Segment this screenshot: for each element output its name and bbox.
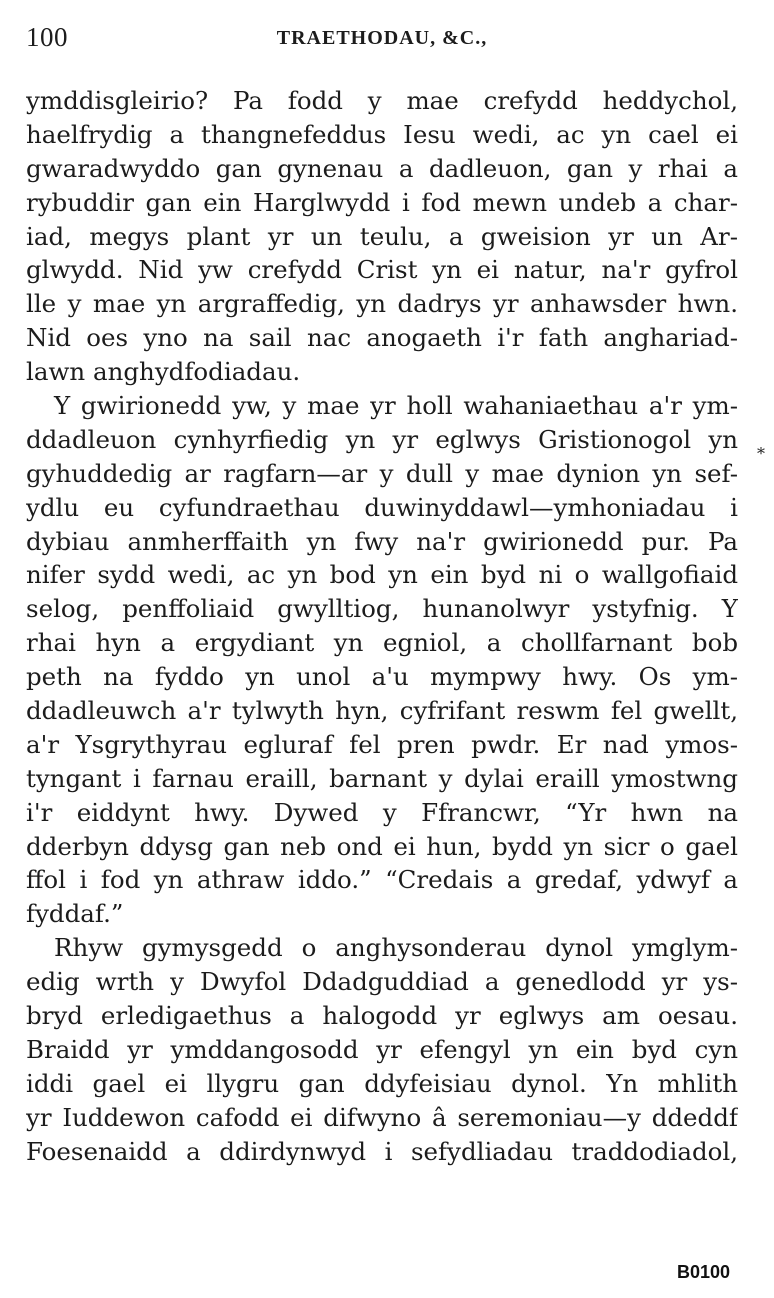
text-line: Nid oes yno na sail nac anogaeth i'r fath anghariad- [26,323,738,353]
text-line: lle y mae yn argraffedig, yn dadrys yr anhawsder hwn. [26,289,738,319]
text-line: rybuddir gan ein Harglwydd i fod mewn undeb a char- [26,187,738,217]
text-line: gyhuddedig ar ragfarn—ar y dull y mae dynion yn sef- [26,458,738,488]
text-line: ddadleuon cynhyrfiedig yn yr eglwys Gristionogol yn [26,424,738,454]
text-line: lawn anghydfodiadau. [26,357,301,387]
body-text [26,84,738,1169]
text-line: gwaradwyddo gan gynenau a dadleuon, gan y rhai a [26,153,738,183]
text-line: iddi gael ei llygru gan ddyfeisiau dynol. Yn mhlith [26,1068,738,1098]
text-line: edig wrth y Dwyfol Ddadguddiad a genedlodd yr ys- [26,967,738,997]
page-code: B0100 [676,1262,730,1282]
text-line: ydlu eu cyfundraethau duwinyddawl—ymhoniadau i [26,492,738,522]
text-line: glwydd. Nid yw crefydd Crist yn ei natur, na'r gyfrol [26,255,738,285]
text-line: tyngant i farnau eraill, barnant y dylai eraill ymostwng [26,763,738,793]
text-line: ffol i fod yn athraw iddo.” “Credais a gredaf, ydwyf a [26,865,738,895]
page-header [26,22,738,58]
text-line: a'r Ysgrythyrau egluraf fel pren pwdr. Er nad ymos- [26,729,738,759]
margin-mark-icon: * [757,444,765,463]
text-line: Y gwirionedd yw, y mae yr holl wahaniaethau a'r ym- [54,391,738,421]
text-line: ymddisgleirio? Pa fodd y mae crefydd heddychol, [26,86,738,115]
text-line: dybiau anmherffaith yn fwy na'r gwirionedd pur. Pa [26,526,738,556]
text-line: selog, penffoliaid gwylltiog, hunanolwyr ystyfnig. Y [26,594,738,624]
text-line: rhai hyn a ergydiant yn egniol, a chollfarnant bob [26,628,738,658]
text-line: peth na fyddo yn unol a'u mympwy hwy. Os ym- [26,662,738,692]
text-line: haelfrydig a thangnefeddus Iesu wedi, ac yn cael ei [26,119,738,149]
text-line: i'r eiddynt hwy. Dywed y Ffrancwr, “Yr hwn na [26,797,738,827]
text-line: dderbyn ddysg gan neb ond ei hun, bydd yn sicr o gael [26,831,738,861]
running-head: TRAETHODAU, &C., [276,27,488,49]
text-line: fyddaf.” [26,899,124,929]
text-line: yr Iuddewon cafodd ei difwyno â seremoniau—y ddeddf [26,1102,738,1132]
text-line: Braidd yr ymddangosodd yr efengyl yn ein byd cyn [26,1034,738,1064]
text-line: ddadleuwch a'r tylwyth hyn, cyfrifant reswm fel gwellt, [26,696,738,726]
text-line: iad, megys plant yr un teulu, a gweision yr un Ar- [26,221,738,251]
text-line: Rhyw gymysgedd o anghysonderau dynol ymglym- [54,933,738,963]
page-number: 100 [26,22,68,52]
text-line: nifer sydd wedi, ac yn bod yn ein byd ni o wallgofiaid [26,560,738,590]
text-line: Foesenaidd a ddirdynwyd i sefydliadau traddodiadol, [26,1136,738,1166]
text-line: bryd erledigaethus a halogodd yr eglwys am oesau. [26,1001,738,1031]
